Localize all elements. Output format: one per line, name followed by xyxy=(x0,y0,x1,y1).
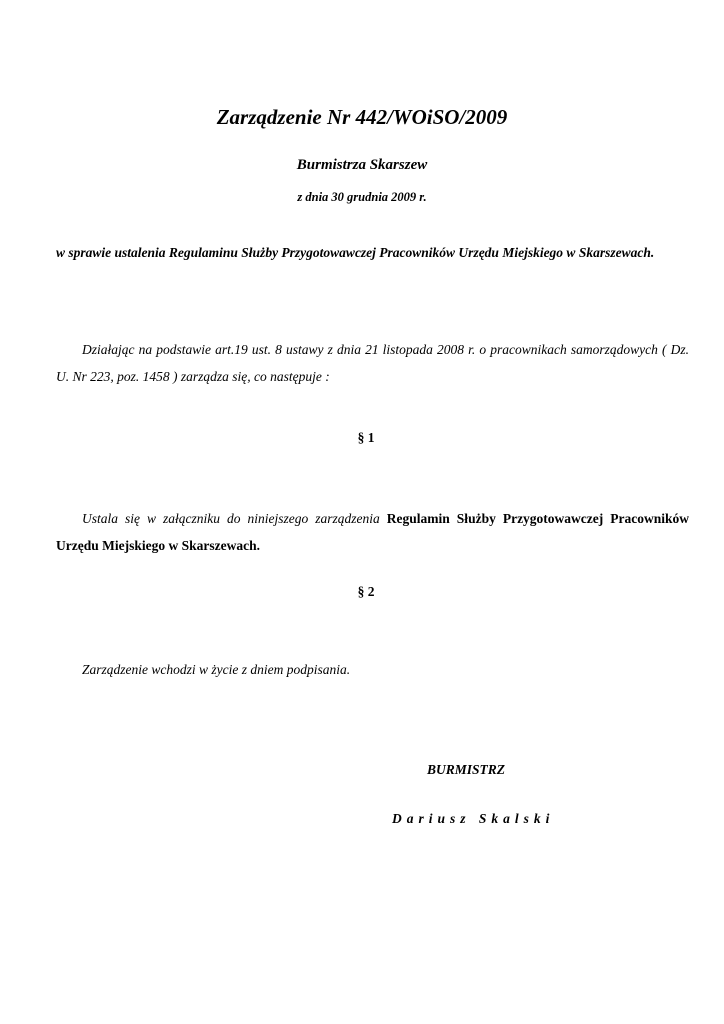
section-1-heading: § 1 xyxy=(357,430,375,445)
signature-name: Dariusz Skalski xyxy=(392,811,555,826)
section-2-paragraph: Zarządzenie wchodzi w życie z dniem podpisania. xyxy=(82,662,351,677)
document-issuer: Burmistrza Skarszew xyxy=(296,157,428,173)
section-2-heading: § 2 xyxy=(357,584,375,599)
section-1-paragraph xyxy=(56,505,689,559)
legal-basis-paragraph: Działając na podstawie art.19 ust. 8 ustawy z dnia 21 listopada 2008 r. o pracownikach samorządowych ( Dz. U. Nr 223, poz. 1458 ) zarządza się, co następuje : xyxy=(56,342,689,384)
signature-title: BURMISTRZ xyxy=(427,762,506,777)
document-date: z dnia 30 grudnia 2009 r. xyxy=(297,190,427,204)
document-title: Zarządzenie Nr 442/WOiSO/2009 xyxy=(216,105,508,129)
document-subject: w sprawie ustalenia Regulaminu Służby Przygotowawczej Pracowników Urzędu Miejskiego w Skarszewach. xyxy=(56,245,655,260)
section-1-intro: Ustala się w załączniku do niniejszego zarządzenia xyxy=(82,511,380,526)
section-1-regulation-name: Regulamin Służby Przygotowawczej Pracowników Urzędu Miejskiego w Skarszewach. xyxy=(56,511,690,553)
